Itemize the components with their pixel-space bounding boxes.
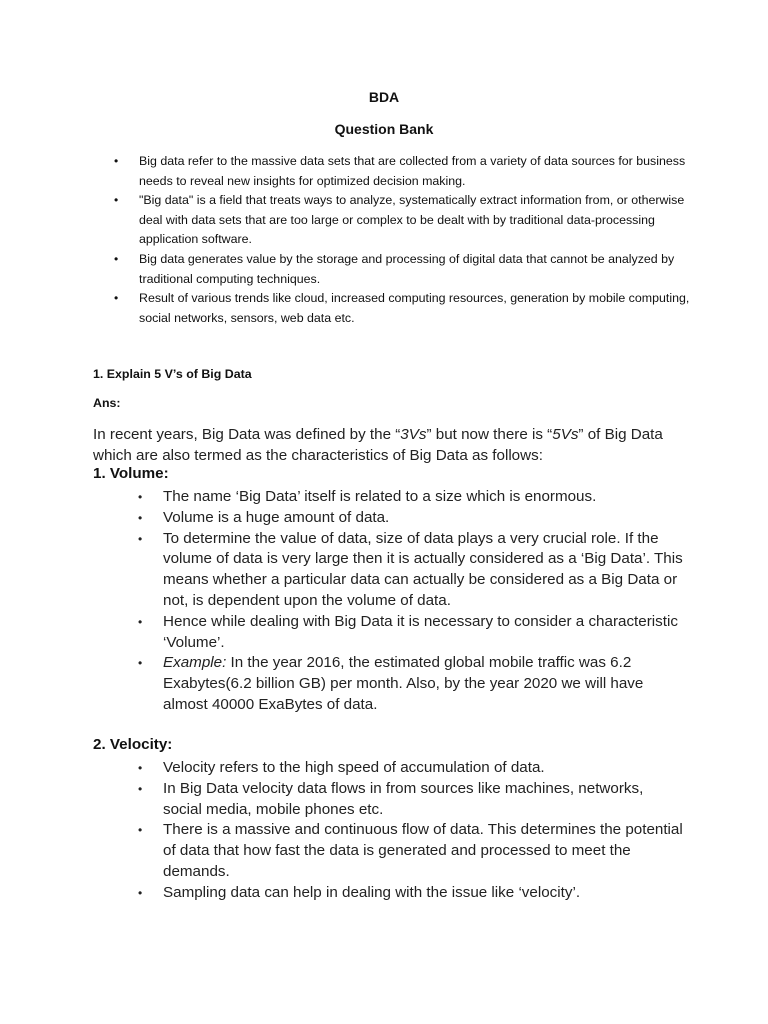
velocity-bullet-text: In Big Data velocity data flows in from sources like machines, networks, social media, mobile phones etc. — [163, 779, 644, 818]
intro-text-part: In recent years, Big Data was defined by the “ — [93, 426, 401, 443]
intro-emphasis: 5Vs — [552, 426, 579, 443]
bullet-icon: • — [138, 781, 143, 796]
example-label: Example: — [163, 654, 227, 672]
bullet-icon: • — [138, 885, 143, 900]
bullet-icon: • — [114, 291, 119, 306]
velocity-heading: 2. Velocity: — [93, 736, 173, 753]
volume-bullet-item — [138, 487, 683, 508]
velocity-bullet-item — [138, 779, 683, 821]
bullet-icon: • — [138, 510, 143, 525]
volume-bullet-item — [138, 529, 683, 612]
velocity-bullet-item — [138, 820, 683, 882]
document-subtitle: Question Bank — [334, 121, 434, 137]
intro-bullet-item — [110, 250, 690, 289]
volume-bullet-text: To determine the value of data, size of data plays a very crucial role. If the volume of data is very large then it is actually considered as a ‘Big Data’. This means whether a particular data can actually be considered as a Big Data or not, is dependent upon the volume of data. — [163, 529, 683, 609]
intro-bullet-text: Big data refer to the massive data sets that are collected from a variety of data sources for business needs to reveal new insights for optimized decision making. — [139, 154, 686, 188]
bullet-icon: • — [114, 154, 119, 168]
intro-bullet-item — [110, 191, 690, 250]
intro-bullet-list — [110, 152, 690, 328]
bullet-icon: • — [114, 251, 119, 266]
intro-bullet-item — [110, 152, 690, 191]
bullet-icon: • — [138, 823, 143, 838]
bullet-icon: • — [138, 761, 143, 775]
volume-bullet-text: Hence while dealing with Big Data it is necessary to consider a characteristic ‘Volume’. — [163, 612, 678, 651]
document-title: BDA — [368, 89, 400, 105]
volume-bullet-item — [138, 612, 683, 654]
bullet-icon: • — [138, 656, 143, 671]
velocity-bullet-text: There is a massive and continuous flow of data. This determines the potential of data that how fast the data is generated and processed to meet the demands. — [163, 821, 683, 880]
intro-bullet-text: Big data generates value by the storage and processing of digital data that cannot be analyzed by traditional computing techniques. — [139, 251, 675, 286]
volume-bullet-item — [138, 508, 683, 529]
velocity-bullet-text: Sampling data can help in dealing with the issue like ‘velocity’. — [163, 883, 581, 901]
volume-bullet-list — [138, 487, 683, 716]
example-text: In the year 2016, the estimated global mobile traffic was 6.2 Exabytes(6.2 billion GB) per month. Also, by the year 2020 we will have almost 40000 ExaBytes of data. — [163, 654, 644, 713]
intro-emphasis: 3Vs — [400, 426, 427, 443]
volume-example-item — [138, 653, 683, 715]
bullet-icon: • — [114, 193, 119, 208]
intro-bullet-text: Result of various trends like cloud, increased computing resources, generation by mobile computing, social networks, sensors, web data etc. — [139, 291, 690, 325]
intro-bullet-item — [110, 289, 690, 328]
answer-label: Ans: — [93, 396, 121, 410]
answer-intro-paragraph — [93, 424, 683, 466]
volume-bullet-text: Volume is a huge amount of data. — [163, 508, 390, 526]
intro-text-part: ” but now there is “ — [426, 426, 553, 443]
intro-bullet-text: "Big data" is a field that treats ways to analyze, systematically extract information from, or otherwise deal with data sets that are too large or complex to be dealt with by traditional data-processing application software. — [139, 193, 685, 247]
bullet-icon: • — [138, 531, 143, 546]
bullet-icon: • — [138, 614, 143, 629]
velocity-bullet-list — [138, 758, 683, 904]
intro-text-part: ” of Big Data which are also termed as the characteristics of Big Data as follows: — [93, 426, 663, 464]
volume-bullet-text: The name ‘Big Data’ itself is related to a size which is enormous. — [163, 488, 597, 505]
volume-heading: 1. Volume: — [93, 465, 169, 482]
velocity-bullet-item — [138, 758, 683, 779]
bullet-icon: • — [138, 490, 143, 504]
velocity-bullet-text: Velocity refers to the high speed of accumulation of data. — [163, 759, 545, 776]
velocity-bullet-item — [138, 883, 683, 904]
question-heading: 1. Explain 5 V’s of Big Data — [93, 367, 252, 381]
